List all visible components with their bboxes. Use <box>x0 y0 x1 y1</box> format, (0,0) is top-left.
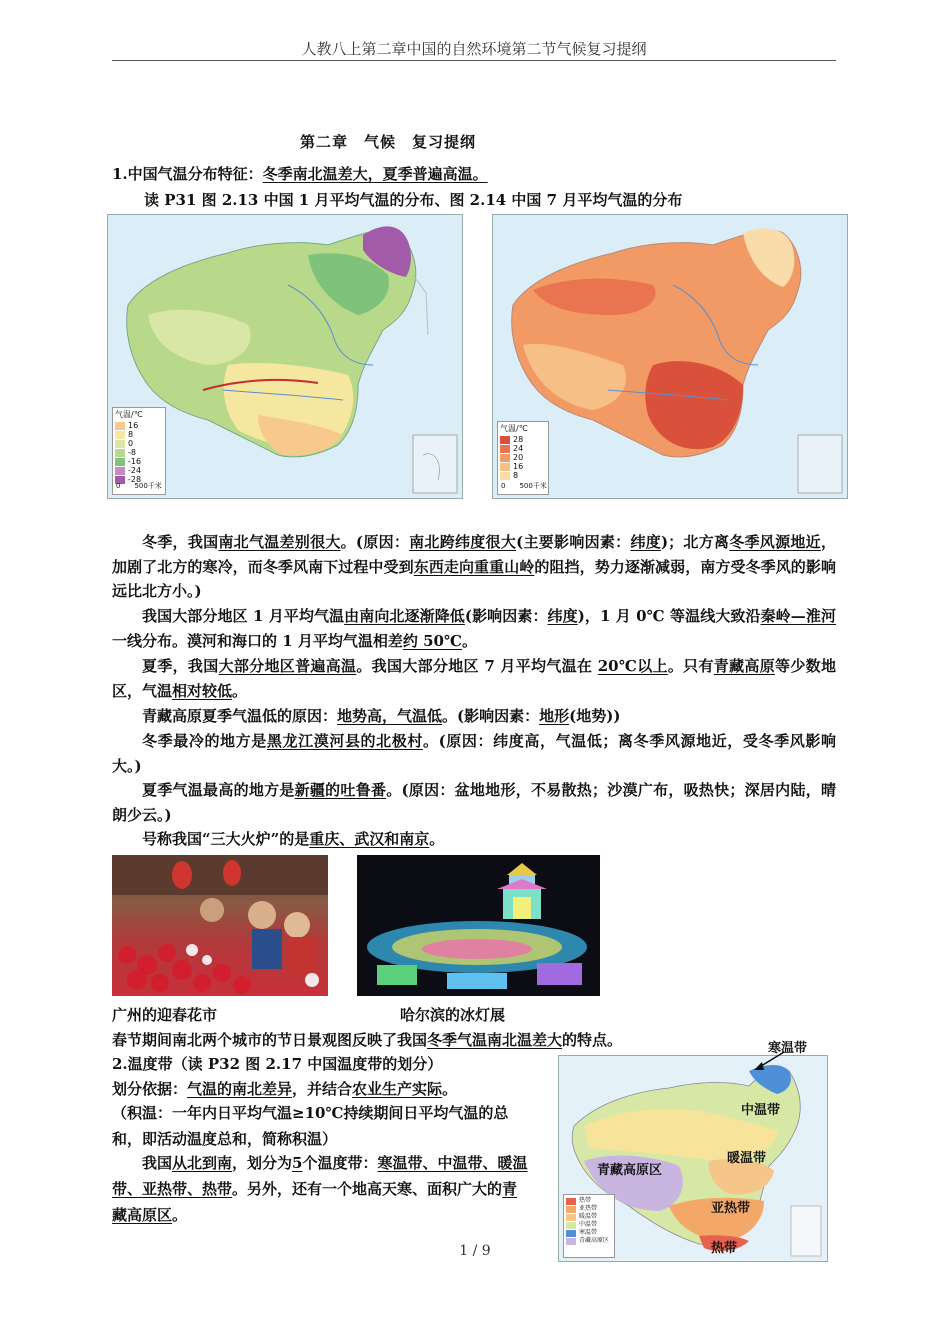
legend-row <box>500 471 548 480</box>
legend-label: 20 <box>513 453 524 462</box>
heading-key-point: 冬季南北温差大，夏季普遍高温。 <box>262 165 488 183</box>
paragraph-tibet-reason: 青藏高原夏季气温低的原因：地势高，气温低。(影响因素：地形(地势)) <box>142 707 621 725</box>
legend-swatch <box>566 1214 576 1221</box>
legend-label: 亚热带 <box>579 1205 598 1212</box>
paragraph-summer-temperature: 夏季，我国大部分地区普遍高温。我国大部分地区 7 月平均气温在 20℃以上。只有青藏高原等少数地区，气温相对较低。 <box>112 657 836 700</box>
legend-row <box>566 1213 612 1221</box>
label-warm-temperate-zone: 暖温带 <box>727 1151 767 1166</box>
legend-swatch <box>500 463 510 471</box>
legend-label: 热带 <box>579 1197 592 1204</box>
legend-label: 16 <box>128 421 139 430</box>
zone-legend-items <box>564 1195 614 1247</box>
legend-row <box>115 457 165 466</box>
legend-swatch <box>566 1230 576 1237</box>
caption-harbin: 哈尔滨的冰灯展 <box>400 1006 506 1024</box>
legend-label: -16 <box>128 457 142 466</box>
july-map-scale: 0 500千米 <box>501 482 547 490</box>
paragraph-winter-temperature: 冬季，我国南北气温差别很大。(原因：南北跨纬度很大(主要影响因素：纬度)；北方离冬季风源地近，加剧了北方的寒冷，而冬季风南下过程中受到东西走向重重山岭的阻挡，势力逐渐减弱，南方受冬季风的影响远比北方小。) <box>112 533 836 600</box>
map-january-temperature <box>107 214 463 499</box>
legend-label: -8 <box>128 448 136 457</box>
flower-market-illustration <box>112 855 328 996</box>
legend-swatch <box>115 422 125 430</box>
paragraph-three-furnaces: 号称我国“三大火炉”的是重庆、武汉和南京。 <box>142 830 445 848</box>
legend-swatch <box>500 454 510 462</box>
label-tibet-plateau-zone: 青藏高原区 <box>597 1163 663 1178</box>
legend-swatch <box>115 467 125 475</box>
legend-row <box>566 1205 612 1213</box>
legend-row <box>115 439 165 448</box>
july-legend-scale <box>498 435 548 480</box>
legend-row <box>500 453 548 462</box>
section-2-heading: 2.温度带（读 P32 图 2.17 中国温度带的划分） <box>112 1055 443 1073</box>
january-legend-scale <box>113 421 165 484</box>
legend-swatch <box>500 436 510 444</box>
legend-row <box>500 435 548 444</box>
legend-label: 8 <box>513 471 519 480</box>
label-tropical-zone: 热带 <box>711 1241 738 1256</box>
legend-row <box>500 462 548 471</box>
page-number: 1 / 9 <box>459 1243 491 1259</box>
legend-row <box>115 448 165 457</box>
legend-swatch <box>115 458 125 466</box>
legend-row <box>115 466 165 475</box>
read-instruction: 读 P31 图 2.13 中国 1 月平均气温的分布、图 2.14 中国 7 月平均气温的分布 <box>144 191 683 209</box>
legend-swatch <box>115 449 125 457</box>
map-july-temperature <box>492 214 848 499</box>
legend-label: 28 <box>513 435 524 444</box>
photo-harbin-ice-lantern <box>357 855 600 996</box>
legend-label: 青藏高原区 <box>579 1237 610 1244</box>
cold-temperate-callout: 寒温带 <box>768 1041 808 1056</box>
legend-row <box>500 444 548 453</box>
legend-label: -28 <box>128 475 142 484</box>
callout-arrow-icon <box>748 1050 788 1072</box>
doc-title: 第二章 气候 复习提纲 <box>300 133 477 151</box>
legend-row <box>566 1197 612 1205</box>
section-1-heading: 1.中国气温分布特征：冬季南北温差大，夏季普遍高温。 <box>112 165 488 183</box>
paragraph-january-isotherm: 我国大部分地区 1 月平均气温由南向北逐渐降低(影响因素：纬度)，1 月 0℃ 等温线大致沿秦岭—淮河一线分布。漠河和海口的 1 月平均气温相差约 50℃。 <box>112 607 836 650</box>
legend-swatch <box>566 1198 576 1205</box>
ice-lantern-illustration <box>357 855 600 996</box>
legend-label: 0 <box>128 439 134 448</box>
map-temperature-zones <box>558 1055 828 1262</box>
legend-label: 24 <box>513 444 524 453</box>
legend-swatch <box>500 445 510 453</box>
header-rule <box>112 60 836 61</box>
legend-label: 暖温带 <box>579 1213 598 1220</box>
january-map-scale: 0 500千米 <box>116 482 162 490</box>
legend-label: -24 <box>128 466 142 475</box>
division-basis: 划分依据：气温的南北差异，并结合农业生产实际。 <box>112 1080 458 1098</box>
july-legend-title: 气温/℃ <box>500 424 528 433</box>
label-subtropical-zone: 亚热带 <box>711 1201 751 1216</box>
legend-label: 16 <box>513 462 524 471</box>
paragraph-coldest-place: 冬季最冷的地方是黑龙江漠河县的北极村。(原因：纬度高，气温低；离冬季风源地近，受冬季风影响大。) <box>112 732 836 775</box>
summary-line: 春节期间南北两个城市的节日景观图反映了我国冬季气温南北温差大的特点。 <box>112 1031 623 1049</box>
legend-row <box>115 430 165 439</box>
photo-guangzhou-flower-market <box>112 855 328 996</box>
temperature-zones-paragraph: 我国从北到南，划分为5个温度带：寒温带、中温带、暖温带、亚热带、热带。另外，还有一个地高天寒、面积广大的青藏高原区。 <box>112 1154 528 1224</box>
legend-label: 8 <box>128 430 134 439</box>
legend-label: 寒温带 <box>579 1229 598 1236</box>
accumulated-temperature-note: （积温：一年内日平均气温≥10℃持续期间日平均气温的总和，即活动温度总和，简称积温） <box>112 1104 509 1148</box>
paragraph-hottest-place: 夏季气温最高的地方是新疆的吐鲁番。(原因：盆地地形，不易散热；沙漠广布，吸热快；深居内陆，晴朗少云。) <box>112 781 836 824</box>
legend-swatch <box>500 472 510 480</box>
legend-swatch <box>566 1206 576 1213</box>
page-header: 人教八上第二章中国的自然环境第二节气候复习提纲 <box>301 40 647 58</box>
legend-label: 中温带 <box>579 1221 598 1228</box>
january-legend-title: 气温/℃ <box>115 410 143 419</box>
legend-swatch <box>566 1222 576 1229</box>
legend-swatch <box>115 431 125 439</box>
label-middle-temperate-zone: 中温带 <box>741 1103 781 1118</box>
legend-row <box>566 1221 612 1229</box>
legend-row <box>115 421 165 430</box>
caption-guangzhou: 广州的迎春花市 <box>112 1006 218 1024</box>
legend-row <box>566 1229 612 1237</box>
legend-swatch <box>115 440 125 448</box>
